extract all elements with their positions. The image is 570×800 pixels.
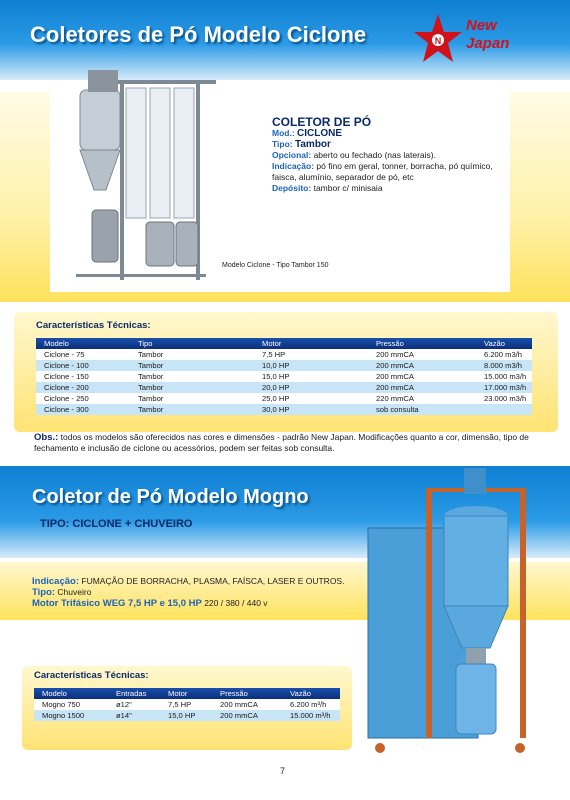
table-header-cell: Motor: [254, 338, 368, 349]
tipo2-value: Chuveiro: [57, 587, 92, 597]
table-cell: 15,0 HP: [254, 371, 368, 382]
star-logo-icon: [412, 12, 464, 68]
table-cell: 17.000 m3/h: [476, 382, 532, 393]
table-cell: sob consulta: [368, 404, 476, 415]
indicacao2-line: [32, 576, 344, 587]
indicacao2-value: FUMAÇÃO DE BORRACHA, PLASMA, FAÍSCA, LASER E OUTROS.: [81, 576, 345, 586]
table-cell: Mogno 1500: [34, 710, 108, 721]
table-header-cell: Pressão: [368, 338, 476, 349]
table-cell: Tambor: [130, 382, 254, 393]
table-cell: 200 mmCA: [368, 360, 476, 371]
table-cell: Ciclone - 300: [36, 404, 130, 415]
table-cell: 25,0 HP: [254, 393, 368, 404]
table-cell: Tambor: [130, 371, 254, 382]
table-header-cell: Tipo: [130, 338, 254, 349]
table-header-cell: Vazão: [282, 688, 340, 699]
section1-observation: [34, 432, 554, 454]
table-cell: 220 mmCA: [368, 393, 476, 404]
section2-table-label: Características Técnicas:: [34, 670, 149, 681]
section1-table-label: Características Técnicas:: [36, 320, 151, 331]
table-cell: 200 mmCA: [212, 699, 282, 710]
logo-text-line1: New: [466, 17, 497, 34]
table-cell: 6.200 m3/h: [476, 349, 532, 360]
table-cell: Ciclone - 200: [36, 382, 130, 393]
section2-specs-table: [34, 688, 340, 721]
section1-title: Coletores de Pó Modelo Ciclone: [30, 22, 367, 47]
tipo2-label: Tipo:: [32, 587, 56, 598]
indicacao-label: Indicação:: [272, 161, 315, 171]
mod-label: Mod.:: [272, 128, 295, 138]
section1-info-heading: COLETOR DE PÓ: [272, 115, 372, 129]
svg-text:N: N: [434, 36, 442, 46]
opcional-value: aberto ou fechado (nas laterais).: [313, 150, 436, 160]
section1-specs-table: [36, 338, 532, 415]
table-cell: [476, 404, 532, 415]
page-number: 7: [280, 766, 286, 776]
table-header-cell: Vazão: [476, 338, 532, 349]
table-row: [34, 710, 340, 721]
table-cell: 7,5 HP: [160, 699, 212, 710]
table-header-cell: Modelo: [34, 688, 108, 699]
opcional-label: Opcional:: [272, 150, 312, 160]
tipo-line: [272, 139, 522, 150]
table-row: [36, 404, 532, 415]
table-cell: Tambor: [130, 360, 254, 371]
table-cell: Mogno 750: [34, 699, 108, 710]
table-row: [36, 382, 532, 393]
table-header-cell: Motor: [160, 688, 212, 699]
section2-info: [32, 576, 344, 609]
table-cell: Tambor: [130, 393, 254, 404]
table-header-cell: Pressão: [212, 688, 282, 699]
table-cell: 7,5 HP: [254, 349, 368, 360]
table-cell: 8.000 m3/h: [476, 360, 532, 371]
table-cell: 30,0 HP: [254, 404, 368, 415]
obs-text: todos os modelos são oferecidos nas cores e dimensões - padrão New Japan. Modificações quanto a cor, dimensão, tipo de fechamento e inclusão de ciclone ou acessórios, podem ser feitas sob consulta.: [34, 432, 529, 453]
indicacao-line2: faisca, alumínio, separador de pó, etc: [272, 172, 414, 182]
tipo-value: Tambor: [295, 139, 331, 150]
table-cell: 15,0 HP: [160, 710, 212, 721]
table-cell: 23.000 m3/h: [476, 393, 532, 404]
logo-text-line2: Japan: [466, 35, 510, 52]
table-row: [36, 349, 532, 360]
table-cell: 200 mmCA: [368, 349, 476, 360]
table-header-row: [36, 338, 532, 349]
table-header-cell: Modelo: [36, 338, 130, 349]
section1-caption: Modelo Ciclone - Tipo Tambor 150: [222, 262, 329, 269]
table-row: [36, 393, 532, 404]
table-cell: Ciclone - 250: [36, 393, 130, 404]
table-cell: Ciclone - 75: [36, 349, 130, 360]
section2-title: Coletor de Pó Modelo Mogno: [32, 486, 309, 508]
mod-line: [272, 128, 522, 139]
section2-subtitle: TIPO: CICLONE + CHUVEIRO: [40, 518, 193, 530]
deposito-line: [272, 183, 522, 194]
table-header-row: [34, 688, 340, 699]
deposito-value: tambor c/ minisaia: [313, 183, 383, 193]
tipo2-line: [32, 587, 344, 598]
motor-label: Motor Trifásico WEG 7,5 HP e 15,0 HP: [32, 598, 202, 609]
table-cell: Ciclone - 100: [36, 360, 130, 371]
indicacao2-label: Indicação:: [32, 576, 79, 587]
table-cell: 200 mmCA: [368, 382, 476, 393]
table-row: [36, 371, 532, 382]
tipo-label: Tipo:: [272, 139, 293, 149]
table-cell: 10,0 HP: [254, 360, 368, 371]
table-cell: 20,0 HP: [254, 382, 368, 393]
table-cell: Tambor: [130, 349, 254, 360]
cyclone-collector-image: [66, 60, 226, 288]
table-cell: Ciclone - 150: [36, 371, 130, 382]
mod-value: CICLONE: [297, 128, 343, 139]
obs-label: Obs.:: [34, 432, 59, 443]
mogno-collector-image: [360, 458, 560, 758]
table-cell: 15.000 m³/h: [282, 710, 340, 721]
table-cell: ø14": [108, 710, 160, 721]
indicacao-line: [272, 161, 522, 172]
new-japan-logo: [412, 12, 532, 72]
section1-info: [272, 117, 522, 194]
opcional-line: [272, 150, 522, 161]
table-row: [34, 699, 340, 710]
table-cell: Tambor: [130, 404, 254, 415]
deposito-label: Depósito:: [272, 183, 312, 193]
table-cell: 6.200 m³/h: [282, 699, 340, 710]
motor-value: 220 / 380 / 440 v: [204, 598, 268, 608]
indicacao-value: pó fino em geral, tonner, borracha, pó químico,: [316, 161, 493, 171]
motor-line: [32, 598, 344, 609]
table-row: [36, 360, 532, 371]
table-cell: 15.000 m3/h: [476, 371, 532, 382]
table-header-cell: Entradas: [108, 688, 160, 699]
table-cell: 200 mmCA: [212, 710, 282, 721]
table-cell: ø12": [108, 699, 160, 710]
table-cell: 200 mmCA: [368, 371, 476, 382]
